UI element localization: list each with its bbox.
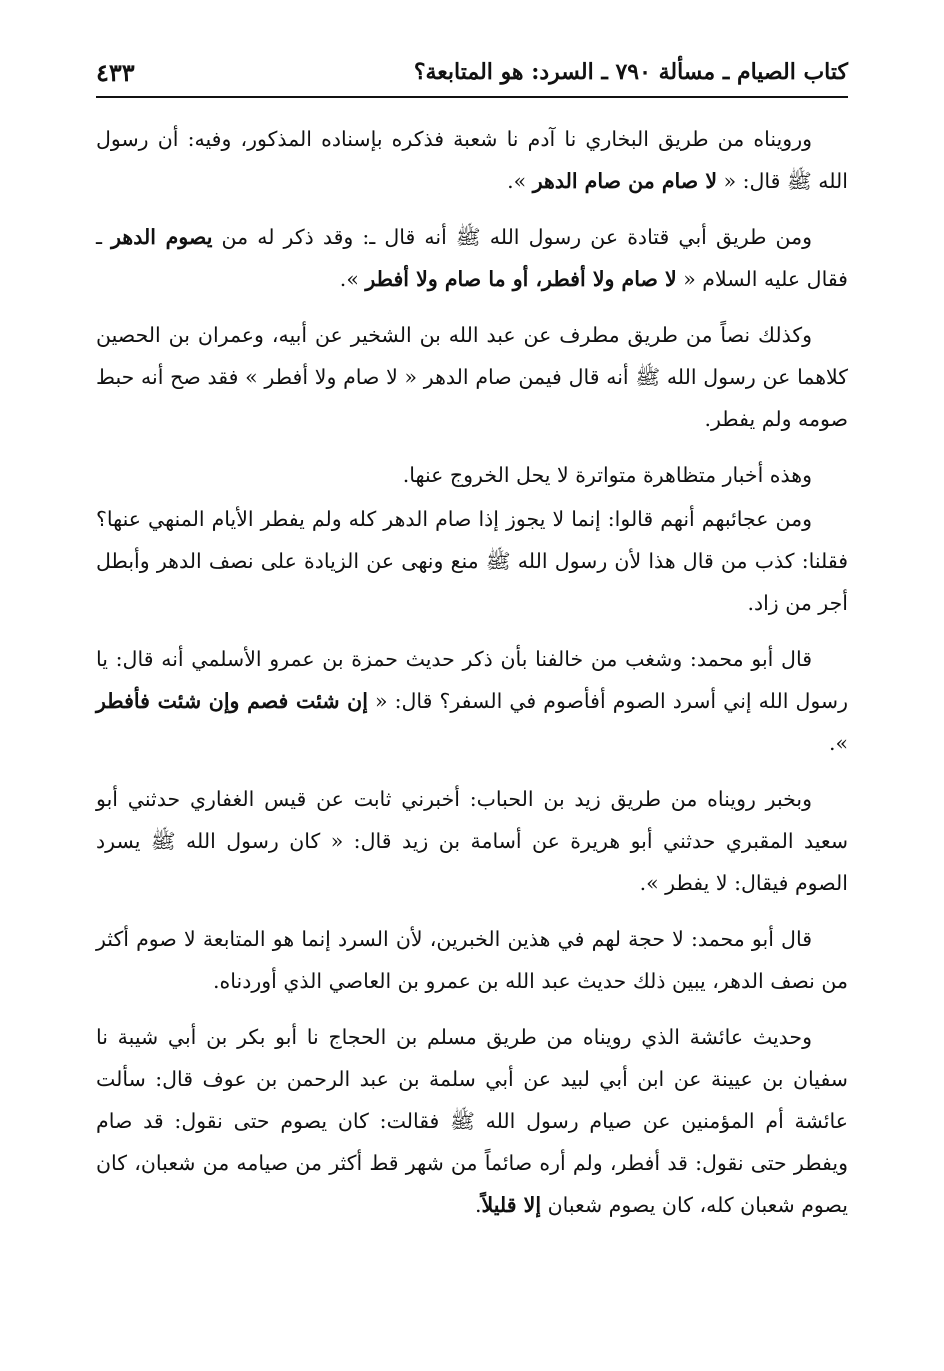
paragraph: وبخبر رويناه من طريق زيد بن الحباب: أخبرني ثابت عن قيس الغفاري حدثني أبو سعيد المقبري حدثني أبو هريرة عن أسامة بن زيد قال: « كان رسول الله ﷺ يسرد الصوم فيقال: لا يفطر ».: [96, 787, 848, 895]
page-number: ٤٣٣: [96, 57, 135, 87]
quoted-hadith: لا صام ولا أفطر، أو ما صام ولا أفطر: [365, 267, 677, 291]
paragraph: قال أبو محمد: لا حجة لهم في هذين الخبرين، لأن السرد إنما هو المتابعة لا صوم أكثر من نصف الدهر، يبين ذلك حديث عبد الله بن عمرو بن العاصي الذي أوردناه.: [96, 927, 848, 993]
emphasis-text: يصوم الدهر: [111, 225, 213, 249]
paragraph: وحديث عائشة الذي رويناه من طريق مسلم بن الحجاج نا أبو بكر بن أبي شيبة نا سفيان بن عيينة عن ابن أبي لبيد عن أبي سلمة بن عبد الرحمن بن عوف قال: سألت عائشة أم المؤمنين عن صيام رسول الله ﷺ فقالت: كان يصوم حتى نقول: قد صام ويفطر حتى نقول: قد أفطر، ولم أره صائماً من شهر قط أكثر من صيامه من شعبان، كان يصوم شعبان كله، كان يصوم شعبان إلا قليلاً.: [96, 1025, 848, 1217]
running-header: [96, 50, 848, 94]
paragraph: وهذه أخبار متظاهرة متواترة لا يحل الخروج عنها.: [402, 463, 812, 487]
paragraph: ومن طريق أبي قتادة عن رسول الله ﷺ أنه قال ـ: وقد ذكر له من يصوم الدهر ـ فقال عليه السلام « لا صام ولا أفطر، أو ما صام ولا أفطر ».: [96, 225, 848, 291]
paragraph: قال أبو محمد: وشغب من خالفنا بأن ذكر حديث حمزة بن عمرو الأسلمي أنه قال: يا رسول الله إني أسرد الصوم أفأصوم في السفر؟ قال: « إن شئت فصم وإن شئت فأفطر ».: [96, 647, 849, 755]
paragraph: ومن عجائبهم أنهم قالوا: إنما لا يجوز إذا صام الدهر كله ولم يفطر الأيام المنهي عنها؟ فقلنا: كذب من قال هذا لأن رسول الله ﷺ منع ونهى عن الزيادة على نصف الدهر وأبطل أجر من زاد.: [96, 507, 848, 615]
header-divider: [96, 96, 848, 98]
emphasis-text: إلا قليلاً: [481, 1193, 542, 1217]
page-body: [96, 118, 848, 1240]
quoted-hadith: إن شئت فصم وإن شئت فأفطر: [96, 689, 368, 713]
header-title: كتاب الصيام ـ مسألة ٧٩٠ ـ السرد: هو المتابعة؟: [413, 59, 848, 85]
paragraph: وكذلك نصاً من طريق مطرف عن عبد الله بن الشخير عن أبيه، وعمران بن الحصين كلاهما عن رسول الله ﷺ أنه قال فيمن صام الدهر « لا صام ولا أفطر » فقد صح أنه حبط صومه ولم يفطر.: [96, 323, 848, 431]
quoted-hadith: لا صام من صام الدهر: [532, 169, 718, 193]
paragraph: وروينا‌ه من طريق البخاري نا آدم نا شعبة فذكره بإسناده المذكور، وفيه: أن رسول الله ﷺ قال: « لا صام من صام الدهر ».: [96, 127, 848, 193]
